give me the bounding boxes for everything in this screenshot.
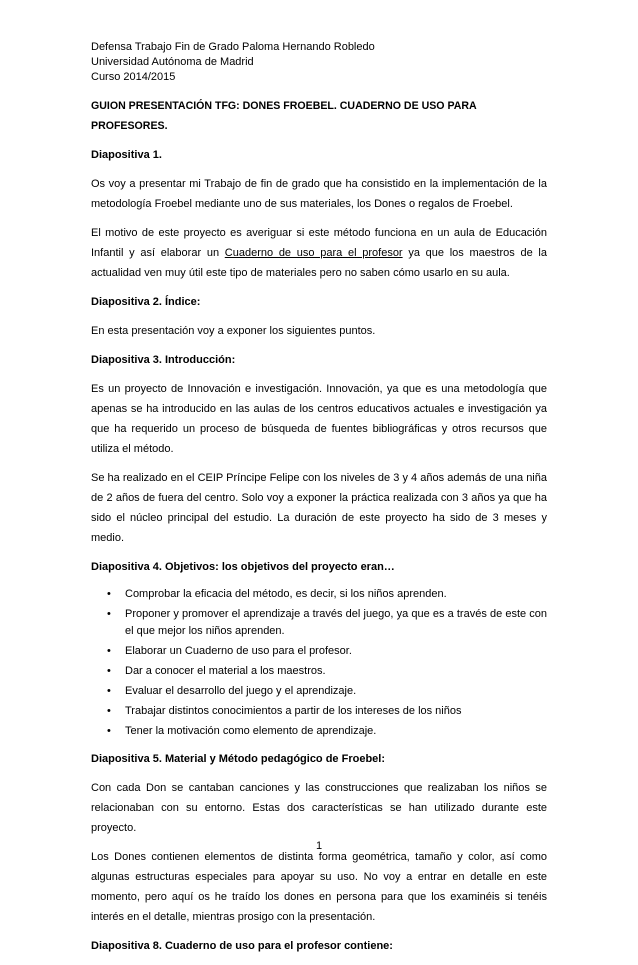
list-item [91, 643, 547, 660]
slide-1-paragraph-1: Os voy a presentar mi Trabajo de fin de grado que ha consistido en la implementación de la metodología Froebel mediante uno de sus materiales, los Dones o regalos de Froebel. [91, 178, 547, 210]
slide-1-paragraph-2 [91, 223, 547, 283]
document-body [91, 96, 547, 965]
slide-2-heading: Diapositiva 2. Índice: [91, 296, 201, 308]
bullet-icon: • [107, 705, 111, 717]
objectives-list [91, 586, 547, 740]
header-line-course: Curso 2014/2015 [91, 71, 176, 83]
slide-3-heading: Diapositiva 3. Introducción: [91, 354, 236, 366]
bullet-icon: • [107, 608, 111, 620]
list-item [91, 586, 547, 603]
list-item [91, 663, 547, 680]
list-item-text: Comprobar la eficacia del método, es decir, si los niños aprenden. [125, 588, 447, 600]
list-item-text: Tener la motivación como elemento de aprendizaje. [125, 725, 377, 737]
cuaderno-link[interactable]: Cuaderno de uso para el profesor [224, 247, 403, 259]
page-header [91, 40, 375, 85]
list-item-text: Trabajar distintos conocimientos a partir de los intereses de los niños [125, 705, 462, 717]
list-item [91, 723, 547, 740]
bullet-icon: • [107, 725, 111, 737]
list-item-text: Dar a conocer el material a los maestros. [125, 665, 326, 677]
list-item-text: Elaborar un Cuaderno de uso para el profesor. [125, 645, 352, 657]
list-item [91, 683, 547, 700]
slide-3-paragraph-2: Se ha realizado en el CEIP Príncipe Felipe con los niveles de 3 y 4 años además de una niña de 2 años de fuera del centro. Solo voy a exponer la práctica realizada con 3 años ya que ha sido el núcleo principal del estudio. La duración de este proyecto ha sido de 3 meses y medio. [91, 472, 547, 544]
slide-1-paragraph-2-end: ya que los maestros de la actualidad ven muy útil este tipo de materiales pero no saben cómo usarlo en su aula. [91, 247, 547, 279]
slide-8-heading: Diapositiva 8. Cuaderno de uso para el profesor contiene: [91, 940, 393, 952]
header-line-university: Universidad Autónoma de Madrid [91, 56, 254, 68]
page-number: 1 [315, 840, 323, 852]
bullet-icon: • [107, 645, 111, 657]
bullet-icon: • [107, 588, 111, 600]
slide-3-paragraph-1: Es un proyecto de Innovación e investigación. Innovación, ya que es una metodología que apenas se ha introducido en las aulas de los centros educativos actuales e investigación ya que ha requerido un proceso de búsqueda de fuentes bibliográficas y otros recursos que utiliza el método. [91, 383, 547, 455]
list-item [91, 606, 547, 640]
slide-5-paragraph-1: Con cada Don se cantaban canciones y las construcciones que realizaban los niños se relacionaban con su entorno. Estas dos características se han utilizado durante este proyecto. [91, 782, 547, 834]
document-title: GUION PRESENTACIÓN TFG: DONES FROEBEL. CUADERNO DE USO PARA PROFESORES. [91, 100, 477, 132]
list-item [91, 703, 547, 720]
list-item-text: Proponer y promover el aprendizaje a través del juego, ya que es a través de este con el que mejor los niños aprenden. [125, 608, 547, 637]
slide-1-heading: Diapositiva 1. [91, 149, 162, 161]
header-line-author: Defensa Trabajo Fin de Grado Paloma Hernando Robledo [91, 41, 375, 53]
slide-4-heading: Diapositiva 4. Objetivos: los objetivos del proyecto eran… [91, 561, 395, 573]
bullet-icon: • [107, 665, 111, 677]
slide-5-heading: Diapositiva 5. Material y Método pedagógico de Froebel: [91, 753, 385, 765]
slide-2-paragraph: En esta presentación voy a exponer los siguientes puntos. [91, 325, 376, 337]
slide-5-paragraph-2: Los Dones contienen elementos de distinta forma geométrica, tamaño y color, así como algunas estructuras especiales para apoyar su uso. No voy a entrar en detalle en este momento, pero aquí os he traído los dones en persona para que los examinéis si tenéis interés en el detalle, mientras prosigo con la presentación. [91, 851, 547, 923]
list-item-text: Evaluar el desarrollo del juego y el aprendizaje. [125, 685, 357, 697]
bullet-icon: • [107, 685, 111, 697]
slide-1-paragraph-2-start: El motivo de este proyecto es averiguar si este método funciona en un aula de Educación Infantil y así elaborar un [91, 227, 547, 259]
